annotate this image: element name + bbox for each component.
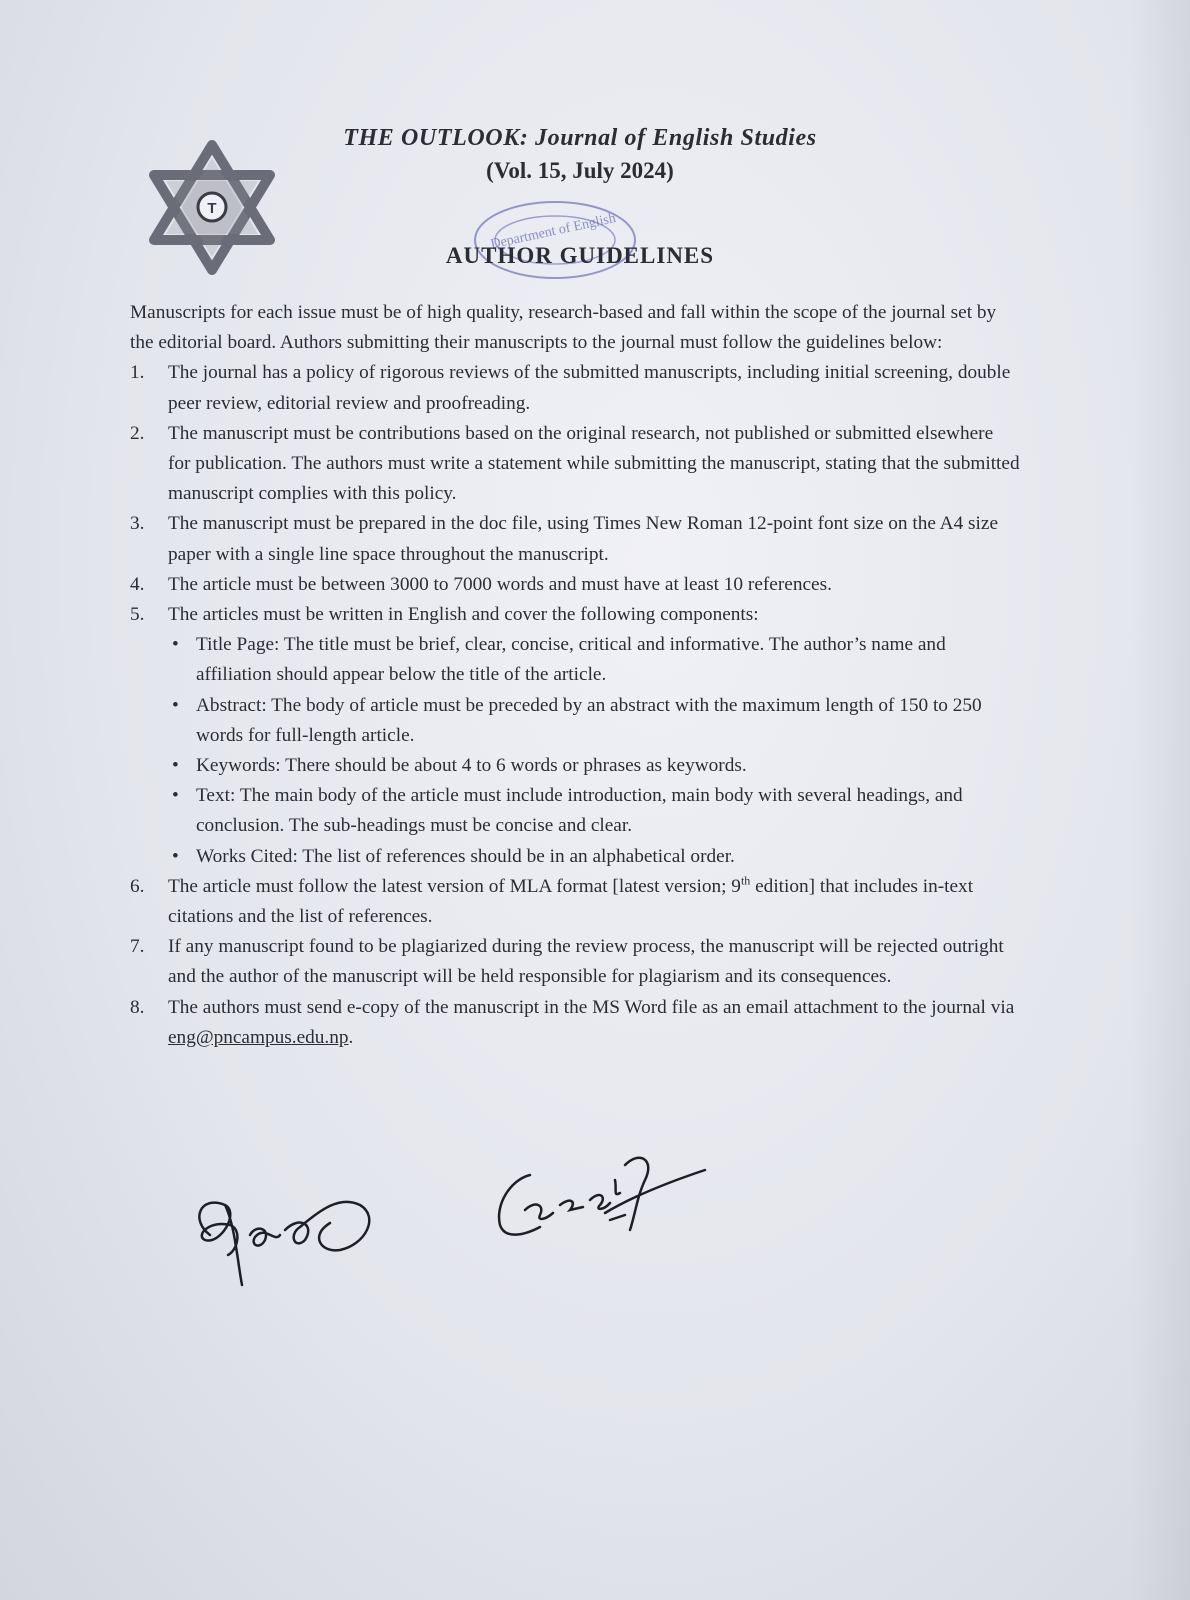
list-item — [130, 600, 1020, 872]
components-list — [168, 630, 1020, 872]
item-text: If any manuscript found to be plagiarized during the review process, the manuscript will be rejected outright and the author of the manuscript will be held responsible for plagiarism and its consequences. — [168, 936, 1004, 988]
component-text: Keywords: There should be about 4 to 6 words or phrases as keywords. — [196, 755, 747, 777]
journal-volume: (Vol. 15, July 2024) — [486, 158, 674, 183]
item-number: 5. — [130, 604, 145, 626]
item-number: 3. — [130, 513, 145, 535]
component-text: Abstract: The body of article must be preceded by an abstract with the maximum length of 150 to 250 words for full-length article. — [196, 694, 982, 746]
component-item — [168, 751, 1020, 781]
bullet-icon: • — [172, 694, 179, 716]
item-text: The journal has a policy of rigorous reviews of the submitted manuscripts, including initial screening, double peer review, editorial review and proofreading. — [168, 362, 1011, 414]
star-emblem-logo — [145, 140, 280, 275]
component-item — [168, 842, 1020, 872]
component-item — [168, 781, 1020, 841]
item-number: 7. — [130, 936, 145, 958]
item-text-after: edition] that includes in-text citations and the list of references. — [168, 875, 974, 928]
component-item — [168, 691, 1020, 751]
item-text: The articles must be written in English and cover the following components: — [168, 604, 759, 626]
journal-header — [300, 125, 860, 184]
item-number: 8. — [130, 996, 145, 1018]
svg-text:T: T — [207, 200, 217, 217]
component-item — [168, 630, 1020, 690]
item-number: 4. — [130, 573, 145, 595]
component-text: Title Page: The title must be brief, clear, concise, critical and informative. The author’s name and affiliation should appear below the title of the article. — [196, 634, 946, 686]
item-number: 2. — [130, 422, 145, 444]
rules-list — [130, 358, 1020, 1053]
item-number: 1. — [130, 362, 145, 384]
component-text: Works Cited: The list of references should be in an alphabetical order. — [196, 845, 735, 867]
bullet-icon: • — [172, 845, 179, 867]
component-text: Text: The main body of the article must include introduction, main body with several headings, and conclusion. The sub-headings must be concise and clear. — [196, 785, 963, 837]
superscript: th — [740, 873, 751, 888]
journal-title: THE OUTLOOK: Journal of English Studies — [343, 125, 817, 151]
page-title: AUTHOR GUIDELINES — [445, 243, 715, 268]
paper-shadow — [1130, 0, 1190, 1600]
list-item — [130, 570, 1020, 600]
guidelines-body — [130, 298, 1020, 1053]
list-item — [130, 932, 1020, 992]
list-item — [130, 419, 1020, 510]
intro-paragraph: Manuscripts for each issue must be of high quality, research-based and fall within the scope of the journal set by the editorial board. Authors submitting their manuscripts to the journal must follow the guidelines below: — [130, 302, 997, 354]
svg-text:Department of English: Department of English — [489, 211, 618, 253]
department-stamp — [455, 195, 665, 285]
email-link[interactable]: eng@pncampus.edu.np — [168, 1026, 349, 1048]
list-item — [130, 509, 1020, 569]
list-item — [130, 872, 1020, 932]
list-item — [130, 358, 1020, 418]
item-text-before: The authors must send e-copy of the manuscript in the MS Word file as an email attachment to the journal via — [168, 996, 1015, 1018]
item-text-after: . — [348, 1026, 354, 1048]
item-number: 6. — [130, 875, 145, 897]
signature-left — [180, 1165, 390, 1295]
item-text: The manuscript must be prepared in the doc file, using Times New Roman 12-point font size on the A4 size paper with a single line space throughout the manuscript. — [168, 513, 999, 565]
item-text: The manuscript must be contributions based on the original research, not published or submitted elsewhere for publication. The authors must write a statement while submitting the manuscript, stating that the submitted manuscript complies with this policy. — [168, 422, 1020, 505]
item-text-before: The article must follow the latest version of MLA format [latest version; 9 — [168, 875, 741, 897]
bullet-icon: • — [172, 634, 179, 656]
item-text: The article must be between 3000 to 7000 words and must have at least 10 references. — [168, 573, 832, 595]
bullet-icon: • — [172, 755, 179, 777]
signature-right — [485, 1135, 715, 1265]
list-item — [130, 993, 1020, 1053]
bullet-icon: • — [172, 785, 179, 807]
